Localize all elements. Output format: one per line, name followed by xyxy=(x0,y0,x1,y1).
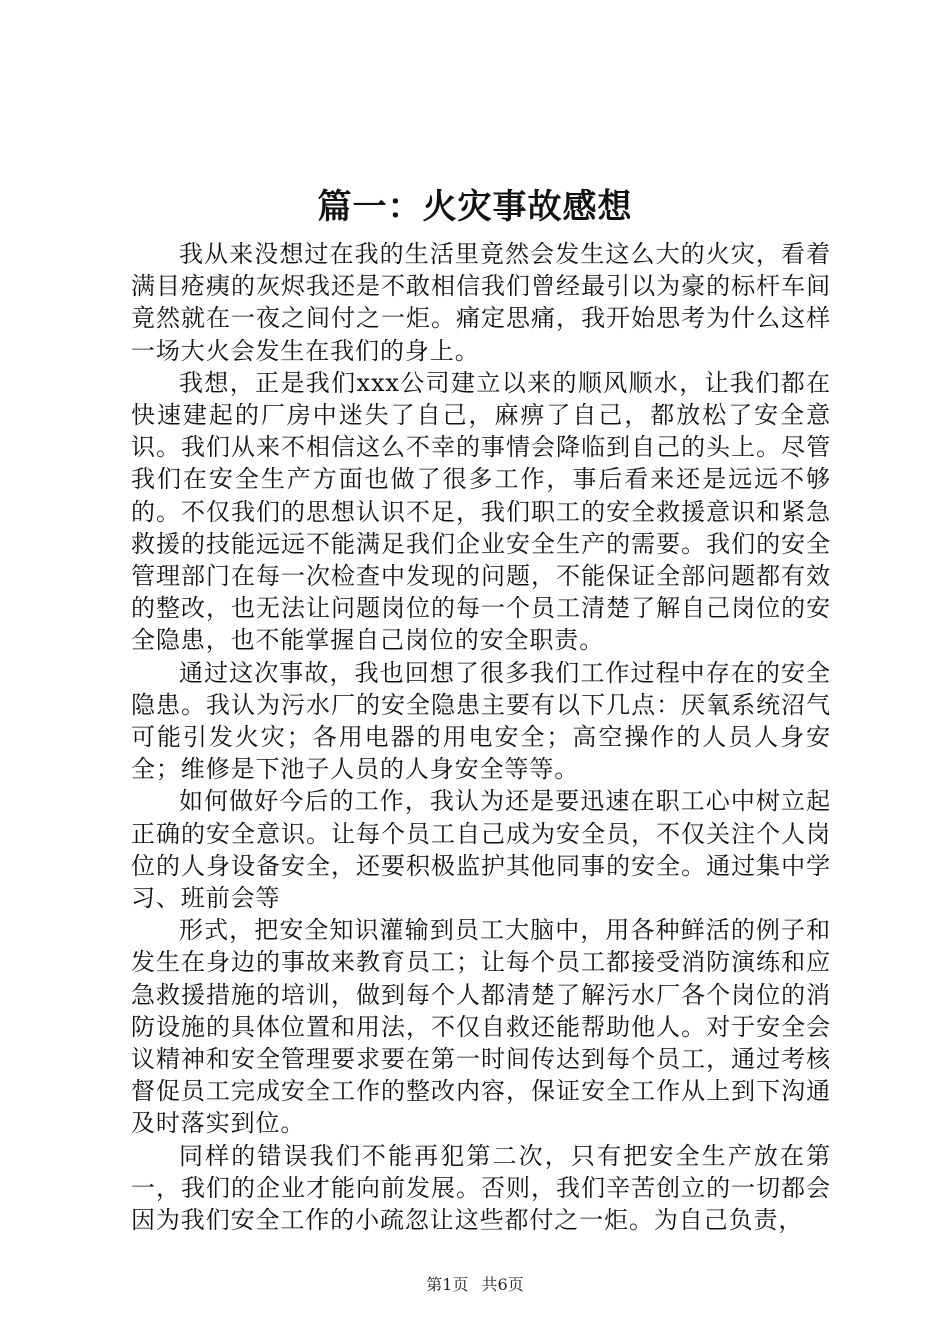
paragraph: 通过这次事故，我也回想了很多我们工作过程中存在的安全隐患。我认为污水厂的安全隐患主要有以下几点：厌氧系统沼气可能引发火灾；各用电器的用电安全；高空操作的人员人身安全；维修是下池子人员的人身安全等等。 xyxy=(131,658,831,784)
paragraph: 如何做好今后的工作，我认为还是要迅速在职工心中树立起正确的安全意识。让每个员工自己成为安全员，不仅关注个人岗位的人身设备安全，还要积极监护其他同事的安全。通过集中学习、班前会等 xyxy=(131,787,831,913)
page-footer xyxy=(0,1275,950,1295)
page-number: 第1页 xyxy=(426,1275,469,1294)
paragraph: 我从来没想过在我的生活里竟然会发生这么大的火灾，看着满目疮痍的灰烬我还是不敢相信我们曾经最引以为豪的标杆车间竟然就在一夜之间付之一炬。痛定思痛，我开始思考为什么这样一场大火会发生在我们的身上。 xyxy=(131,240,831,365)
page-total: 共6页 xyxy=(481,1275,524,1294)
paragraph: 我想，正是我们xxx公司建立以来的顺风顺水，让我们都在快速建起的厂房中迷失了自己，麻痹了自己，都放松了安全意识。我们从来不相信这么不幸的事情会降临到自己的头上。尽管我们在安全生产方面也做了很多工作，事后看来还是远远不够的。不仅我们的思想认识不足，我们职工的安全救援意识和紧急救援的技能远远不能满足我们企业安全生产的需要。我们的安全管理部门在每一次检查中发现的问题，不能保证全部问题都有效的整改，也无法让问题岗位的每一个员工清楚了解自己岗位的安全隐患，也不能掌握自己岗位的安全职责。 xyxy=(131,368,831,655)
document-body xyxy=(131,238,831,1236)
paragraph: 形式，把安全知识灌输到员工大脑中，用各种鲜活的例子和发生在身边的事故来教育员工；让每个员工都接受消防演练和应急救援措施的培训，做到每个人都清楚了解污水厂各个岗位的消防设施的具体位置和用法，不仅自救还能帮助他人。对于安全会议精神和安全管理要求要在第一时间传达到每个员工，通过考核督促员工完成安全工作的整改内容，保证安全工作从上到下沟通及时落实到位。 xyxy=(131,916,831,1138)
document-title: 篇一：火灾事故感想 xyxy=(317,187,633,227)
paragraph: 同样的错误我们不能再犯第二次，只有把安全生产放在第一，我们的企业才能向前发展。否则，我们辛苦创立的一切都会因为我们安全工作的小疏忽让这些都付之一炬。为自己负责， xyxy=(131,1141,831,1235)
